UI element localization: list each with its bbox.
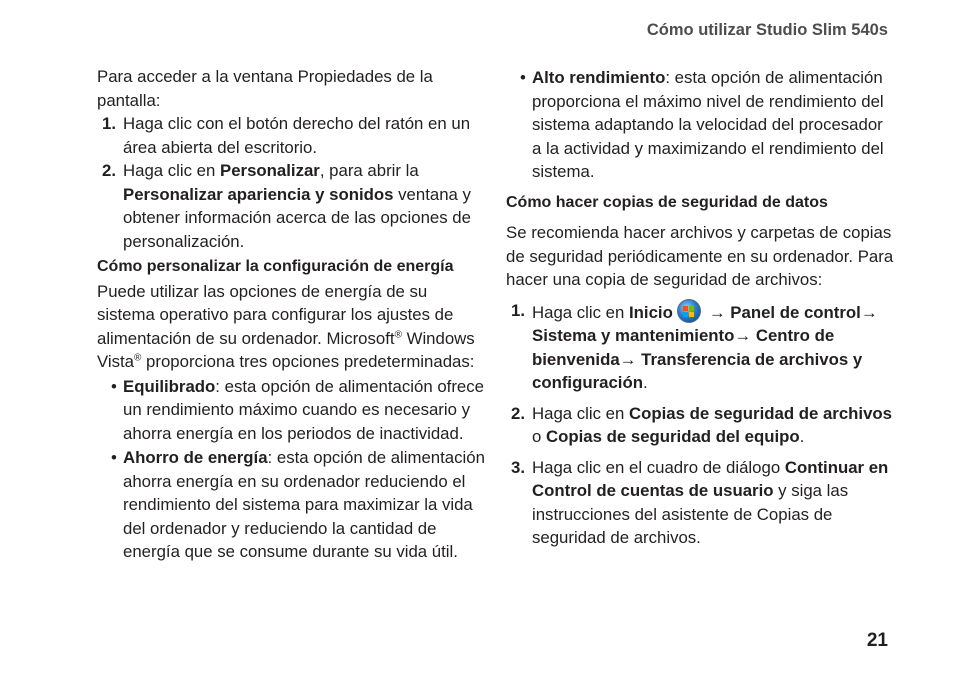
section-heading-power: Cómo personalizar la configuración de energía — [97, 258, 454, 275]
bullet-title: Ahorro de energía — [123, 448, 268, 467]
bullet-text: : esta opción de alimentación ofrece un rendimiento máximo cuando es necesario y ahorra energía en los periodos de inactividad. — [123, 376, 484, 443]
bullet-dot: • — [520, 68, 526, 87]
backup-paragraph: Se recomienda hacer archivos y carpetas de copias de seguridad periódicamente en su ordenador. Para hacer una copia de seguridad de archivos: — [506, 223, 894, 289]
bullet-dot: • — [111, 448, 117, 467]
menu-transferencia: Transferencia de archivos y configuración — [532, 349, 863, 392]
step-number: 3. — [511, 457, 525, 477]
left-column — [97, 65, 487, 564]
power-text: Windows Vista — [97, 328, 475, 371]
arrow-glyph: → — [708, 302, 731, 322]
option-copias-archivos: Copias de seguridad de archivos — [629, 403, 893, 423]
step-text: o — [532, 427, 546, 446]
registered-mark: ® — [134, 352, 142, 364]
bullet-title: Equilibrado — [123, 376, 216, 396]
menu-centro-bienvenida: Centro de bienvenida — [532, 326, 835, 369]
step-text: . — [799, 427, 805, 446]
step-number: 1. — [511, 300, 525, 320]
option-continuar: Continuar en Control de cuentas de usuario — [532, 457, 889, 500]
power-text: Puede utilizar las opciones de energía de su sistema operativo para configurar los ajustes de alimentación de su ordenador. Microsoft — [97, 281, 454, 348]
step-number: 1. — [102, 114, 116, 133]
step-text: . — [642, 373, 648, 392]
intro-paragraph: Para acceder a la ventana Propiedades de la pantalla: — [97, 67, 433, 110]
section-heading-backup: Cómo hacer copias de seguridad de datos — [506, 193, 828, 211]
arrow-glyph: → — [619, 349, 642, 369]
step-text: Haga clic con el botón derecho del ratón en un área abierta del escritorio. — [123, 114, 471, 157]
right-step-2 — [506, 402, 896, 449]
step-text: Haga clic en el cuadro de diálogo — [532, 457, 785, 477]
windows-start-icon — [677, 299, 701, 323]
power-paragraph — [97, 280, 487, 374]
arrow-glyph: → — [860, 302, 878, 322]
option-copias-equipo: Copias de seguridad del equipo — [546, 427, 800, 446]
step-text: Haga clic en — [532, 302, 630, 322]
right-step-1 — [506, 299, 896, 395]
power-text: proporciona tres opciones predeterminadas: — [141, 352, 475, 371]
bullet-text: : esta opción de alimentación ahorra energía en su ordenador reduciendo el rendimiento del sistema para maximizar la vida del ordenador y reduciendo la cantidad de energía que se consume durante su vida útil. — [123, 448, 485, 561]
step-text: Haga clic en — [532, 403, 630, 423]
bullet-ahorro — [97, 446, 487, 564]
bullet-text: : esta opción de alimentación proporciona el máximo nivel de rendimiento del sistema adaptando la velocidad del procesador a la actividad y maximizando el rendimiento del sistema. — [532, 68, 884, 181]
step-text: Haga clic en — [123, 161, 221, 180]
step-number: 2. — [102, 161, 116, 180]
bullet-alto-rendimiento — [506, 66, 896, 184]
right-step-3 — [506, 456, 896, 550]
registered-mark: ® — [394, 328, 402, 340]
step-bold-term: Personalizar apariencia y sonidos — [123, 184, 394, 204]
bullet-dot: • — [111, 376, 117, 396]
menu-sistema: Sistema y mantenimiento — [532, 326, 735, 345]
page-number: 21 — [866, 630, 888, 651]
arrow-glyph: → — [734, 326, 756, 345]
page-header: Cómo utilizar Studio Slim 540s — [646, 21, 888, 39]
bullet-title: Alto rendimiento — [532, 68, 666, 87]
left-step-2 — [97, 159, 487, 253]
menu-inicio: Inicio — [629, 302, 673, 322]
bullet-equilibrado — [97, 375, 487, 446]
step-text: , para abrir la — [319, 161, 419, 180]
step-bold-term: Personalizar — [220, 161, 320, 180]
step-text: ventana y obtener información acerca de las opciones de personalización. — [123, 184, 471, 251]
left-step-1 — [97, 112, 487, 159]
step-text: y siga las instrucciones del asistente de Copias de seguridad de archivos. — [532, 481, 849, 547]
menu-panel-de-control: Panel de control — [730, 302, 861, 322]
step-number: 2. — [511, 403, 525, 423]
right-column — [506, 66, 896, 550]
